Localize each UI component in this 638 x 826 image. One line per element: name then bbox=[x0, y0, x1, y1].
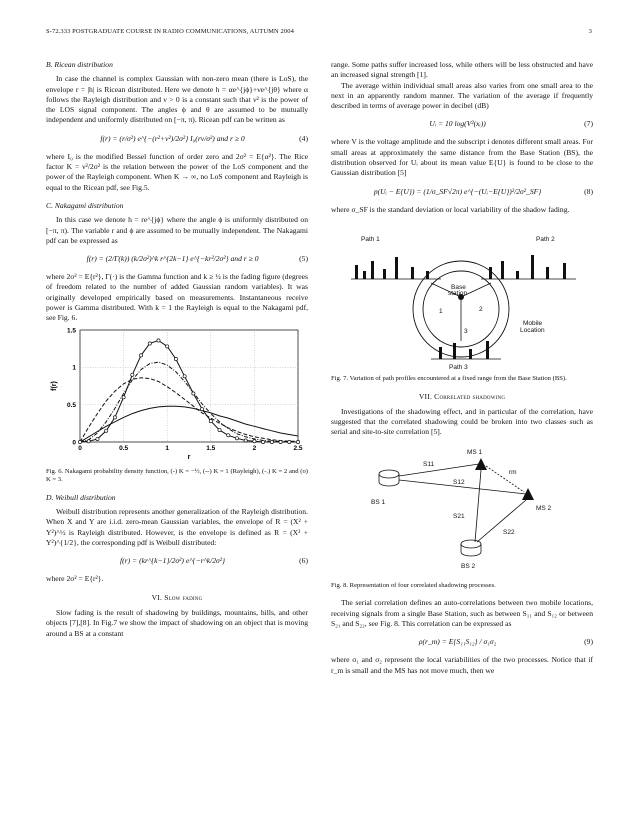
equation-body: f(r) = (2/Γ(k)) (k/2σ²)^k r^{2k−1} e^{−kr²/2σ²} and r ≥ 0 bbox=[86, 254, 259, 263]
plot-frame bbox=[80, 330, 298, 442]
paragraph: Investigations of the shadowing effect, and in particular of the correlation, have suggested that the correlated shadowing could be broken into two classes such as serial and site-to-site correlation [5]. bbox=[331, 406, 593, 437]
building-mark bbox=[469, 349, 472, 359]
label-ms2: MS 2 bbox=[536, 504, 552, 512]
equation-number: (7) bbox=[584, 119, 593, 129]
data-point bbox=[227, 433, 230, 436]
left-column bbox=[46, 60, 308, 639]
building-mark bbox=[383, 269, 386, 279]
link-s21 bbox=[475, 470, 481, 542]
building-mark bbox=[395, 257, 398, 279]
data-point bbox=[87, 439, 90, 442]
y-tick-label: 0 bbox=[72, 438, 76, 446]
equation-7 bbox=[331, 113, 593, 135]
equation-5 bbox=[46, 248, 308, 270]
label-path-3: Path 3 bbox=[449, 363, 468, 371]
link-s11 bbox=[399, 464, 479, 476]
x-tick-label: 1 bbox=[165, 444, 170, 452]
label-3: 3 bbox=[464, 327, 468, 335]
figure-7-caption: Fig. 7. Variation of path profiles encountered at a fixed range from the Base Station (BS). bbox=[331, 374, 567, 382]
x-axis-label: r bbox=[187, 453, 191, 461]
building-mark bbox=[516, 271, 519, 279]
data-point bbox=[174, 357, 177, 360]
data-point bbox=[131, 373, 134, 376]
y-tick-label: 1.5 bbox=[66, 326, 76, 334]
x-tick-label: 2 bbox=[252, 444, 257, 452]
paragraph: The average within individual small areas also varies from one small area to the next in an apparently random manner. The variation of the average if frequently described in terms of average power in decibel (dB) bbox=[331, 80, 593, 111]
label-bs2: BS 2 bbox=[461, 562, 476, 570]
page-number: 3 bbox=[588, 28, 592, 35]
data-point bbox=[262, 440, 265, 443]
label-1: 1 bbox=[439, 307, 443, 315]
figure-8-caption: Fig. 8. Representation of four correlated shadowing processes. bbox=[331, 581, 496, 589]
paragraph: range. Some paths suffer increased loss, while others will be less obstructed and have an increased signal strength [1]. bbox=[331, 60, 593, 80]
data-point bbox=[218, 428, 221, 431]
equation-body: ρ(r_m) = E{S₁₁S₁₂} / σ₁σ₂ bbox=[418, 637, 497, 647]
section-title-nakagami: C. Nakagami distribution bbox=[46, 200, 124, 210]
data-point bbox=[209, 419, 212, 422]
label-s22: S22 bbox=[503, 528, 515, 536]
link-s22 bbox=[477, 500, 526, 542]
equation-body: Uᵢ = 10 log(V²(xᵢ)) bbox=[429, 119, 486, 129]
data-point bbox=[105, 429, 108, 432]
label-mobile: Mobile bbox=[523, 319, 543, 327]
label-bs1: BS 1 bbox=[371, 498, 386, 506]
y-tick-label: 1 bbox=[72, 364, 76, 372]
label-s12: S12 bbox=[453, 478, 465, 486]
x-tick-label: 1.5 bbox=[206, 444, 216, 452]
x-tick-label: 0.5 bbox=[119, 444, 129, 452]
bs2-icon-body bbox=[461, 544, 481, 556]
data-point bbox=[200, 407, 203, 410]
data-point bbox=[235, 436, 238, 439]
data-point bbox=[157, 338, 160, 341]
y-axis-label: f(r) bbox=[51, 380, 58, 391]
building-mark bbox=[411, 267, 414, 279]
bs1-icon-body bbox=[379, 474, 399, 486]
series-line-4 bbox=[80, 340, 298, 442]
paragraph: where V is the voltage amplitude and the subscript i denotes different small areas. For small areas at approximately the same distance from the Base Station (BS), the distribution observed for Uᵢ about its mean value E{U} is found to be close to the Gaussian distribution [5] bbox=[331, 137, 593, 178]
paragraph: In this case we denote h = re^{jϕ} where the angle ϕ is uniformly distributed on [−π, π). The variable r and ϕ are assumed to be mutually independent. The Nakagami pdf can be expressed as bbox=[46, 215, 308, 245]
section-title-slow-fading: VI. Slow fading bbox=[151, 592, 203, 602]
equation-number: (6) bbox=[299, 556, 308, 566]
paragraph: Slow fading is the result of shadowing by buildings, mountains, hills, and other objects [7],[8]. In Fig.7 we show the impact of shadowing on an object that is moving around a BS at a constant bbox=[46, 607, 308, 638]
data-point bbox=[253, 439, 256, 442]
paragraph: The serial correlation defines an auto-correlations between two mobile locations, receiving signals from a single Base Station, such as between S₁₁ and S₁₂ or between S₂₁ and S₂₂, see Fig. 8. This correlation can be expressed as bbox=[331, 598, 593, 628]
nakagami-pdf-chart bbox=[46, 324, 308, 464]
data-point bbox=[113, 415, 116, 418]
paragraph: Weibull distribution represents another generalization of the Rayleigh distribution. When X and Y are i.i.d. zero-mean Gaussian variables, the envelope of R = (X² + Y²)^½ is Rayleigh distributed. However, is the envelope is defined as R = (X² + Y²)^{1/2}, the corresponding pdf is Weibull distributed: bbox=[46, 507, 308, 548]
data-point bbox=[296, 440, 299, 443]
data-point bbox=[78, 440, 81, 443]
y-tick-label: 0.5 bbox=[66, 401, 76, 409]
building-mark bbox=[371, 261, 374, 279]
paragraph: where 2σ² = E{r²}, Γ(·) is the Gamma function and k ≥ ½ is the fading figure (degrees of freedom related to the number of added Gaussian random variables). It was originally developed empirically based on measurements. Instantaneous receive power is Gamma distributed. With k = 1 the Rayleigh is equal to the Nakagami pdf, see Fig. 6. bbox=[46, 272, 308, 323]
data-point bbox=[148, 341, 151, 344]
label-path-1: Path 1 bbox=[361, 235, 380, 243]
label-station: station bbox=[448, 289, 468, 297]
equation-6 bbox=[46, 550, 308, 572]
equation-number: (9) bbox=[584, 637, 593, 647]
paragraph: where 2σ² = E{r²}. bbox=[46, 574, 104, 584]
correlated-shadowing-diagram bbox=[331, 444, 593, 578]
running-header bbox=[46, 28, 592, 35]
data-point bbox=[139, 353, 142, 356]
label-rm: rm bbox=[509, 468, 517, 476]
equation-8 bbox=[331, 181, 593, 203]
x-tick-label: 2.5 bbox=[293, 444, 303, 452]
section-title-ricean: B. Ricean distribution bbox=[46, 60, 113, 69]
section-title-correlated-shadowing: VII. Correlated shadowing bbox=[418, 391, 506, 401]
equation-body: f(r) = (r/σ²) e^{−(r²+ν²)/2σ²} I₀(rν/σ²) and r ≥ 0 bbox=[100, 133, 245, 143]
building-mark bbox=[355, 265, 358, 279]
equation-number: (5) bbox=[299, 254, 308, 263]
building-mark bbox=[531, 255, 534, 279]
right-column bbox=[331, 60, 593, 676]
data-point bbox=[270, 440, 273, 443]
equation-number: (4) bbox=[299, 133, 308, 143]
data-point bbox=[183, 374, 186, 377]
paragraph: where σ₁ and σ₂ represent the local variabilities of the two processes. Notice that if r_m is small and the MS has not move much, then we bbox=[331, 655, 593, 675]
paragraph: where I₀ is the modified Bessel function of order zero and 2σ² = E{α²}. The Rice factor K = ν²/2σ² is the relation between the power of the LoS component and the power of the Rayleigh component. When K → ∞, no LoS component and Rayleigh is equal to the Ricean pdf, see Fig.5. bbox=[46, 151, 308, 192]
paragraph: In case the channel is complex Gaussian with non-zero mean (there is LoS), the envelope r = |h| is Ricean distributed. Here we denote h = αe^{jϕ}+νe^{jθ} where α follows the Rayleigh distribution and ν > 0 is a constant such that ν² is the power of the LOS signal component. The angles ϕ and θ are assumed to be mutually independent and uniformly distributed on [−π, π). Ricean pdf can be written as bbox=[46, 74, 308, 125]
label-s11: S11 bbox=[423, 460, 435, 468]
figure-6-caption: Fig. 6. Nakagami probability density function, (-) K = −½, (--) K = 1 (Rayleigh), (-.) K = 2 and (o) K = 3. bbox=[46, 467, 308, 484]
label-s21: S21 bbox=[453, 512, 465, 520]
rm-line bbox=[486, 466, 524, 492]
bs1-icon bbox=[379, 470, 399, 478]
series-line-2 bbox=[80, 377, 298, 441]
label-base: Base bbox=[451, 283, 466, 291]
data-point bbox=[192, 392, 195, 395]
data-point bbox=[244, 439, 247, 442]
path-profile-diagram bbox=[331, 221, 593, 371]
section-title-weibull: D. Weibull distribution bbox=[46, 492, 116, 502]
building-mark bbox=[501, 261, 504, 279]
equation-4 bbox=[46, 128, 308, 150]
data-point bbox=[122, 395, 125, 398]
building-mark bbox=[563, 263, 566, 279]
data-point bbox=[279, 440, 282, 443]
data-point bbox=[288, 440, 291, 443]
series-line-3 bbox=[80, 362, 298, 442]
paragraph: where σ_SF is the standard deviation or local variability of the shadow fading. bbox=[331, 204, 570, 214]
equation-number: (8) bbox=[584, 186, 593, 196]
x-tick-label: 0 bbox=[78, 444, 82, 452]
equation-body: f(r) = (kr^{k−1}/2σ²) e^{−r^k/2σ²} bbox=[120, 556, 226, 566]
equation-body: p(Uᵢ − E{U}) = (1/σ_SF√2π) e^{−(Uᵢ−E{U})²/2σ²_SF} bbox=[373, 186, 542, 196]
label-location: Location bbox=[520, 326, 545, 334]
data-point bbox=[96, 437, 99, 440]
data-point bbox=[166, 344, 169, 347]
label-2: 2 bbox=[479, 305, 483, 313]
building-mark bbox=[489, 267, 492, 279]
label-path-2: Path 2 bbox=[536, 235, 555, 243]
building-mark bbox=[363, 271, 366, 279]
equation-9 bbox=[331, 631, 593, 653]
header-title: S-72.333 POSTGRADUATE COURSE IN RADIO COMMUNICATIONS, AUTUMN 2004 bbox=[46, 28, 294, 35]
label-ms1: MS 1 bbox=[467, 448, 483, 456]
building-mark bbox=[546, 267, 549, 279]
